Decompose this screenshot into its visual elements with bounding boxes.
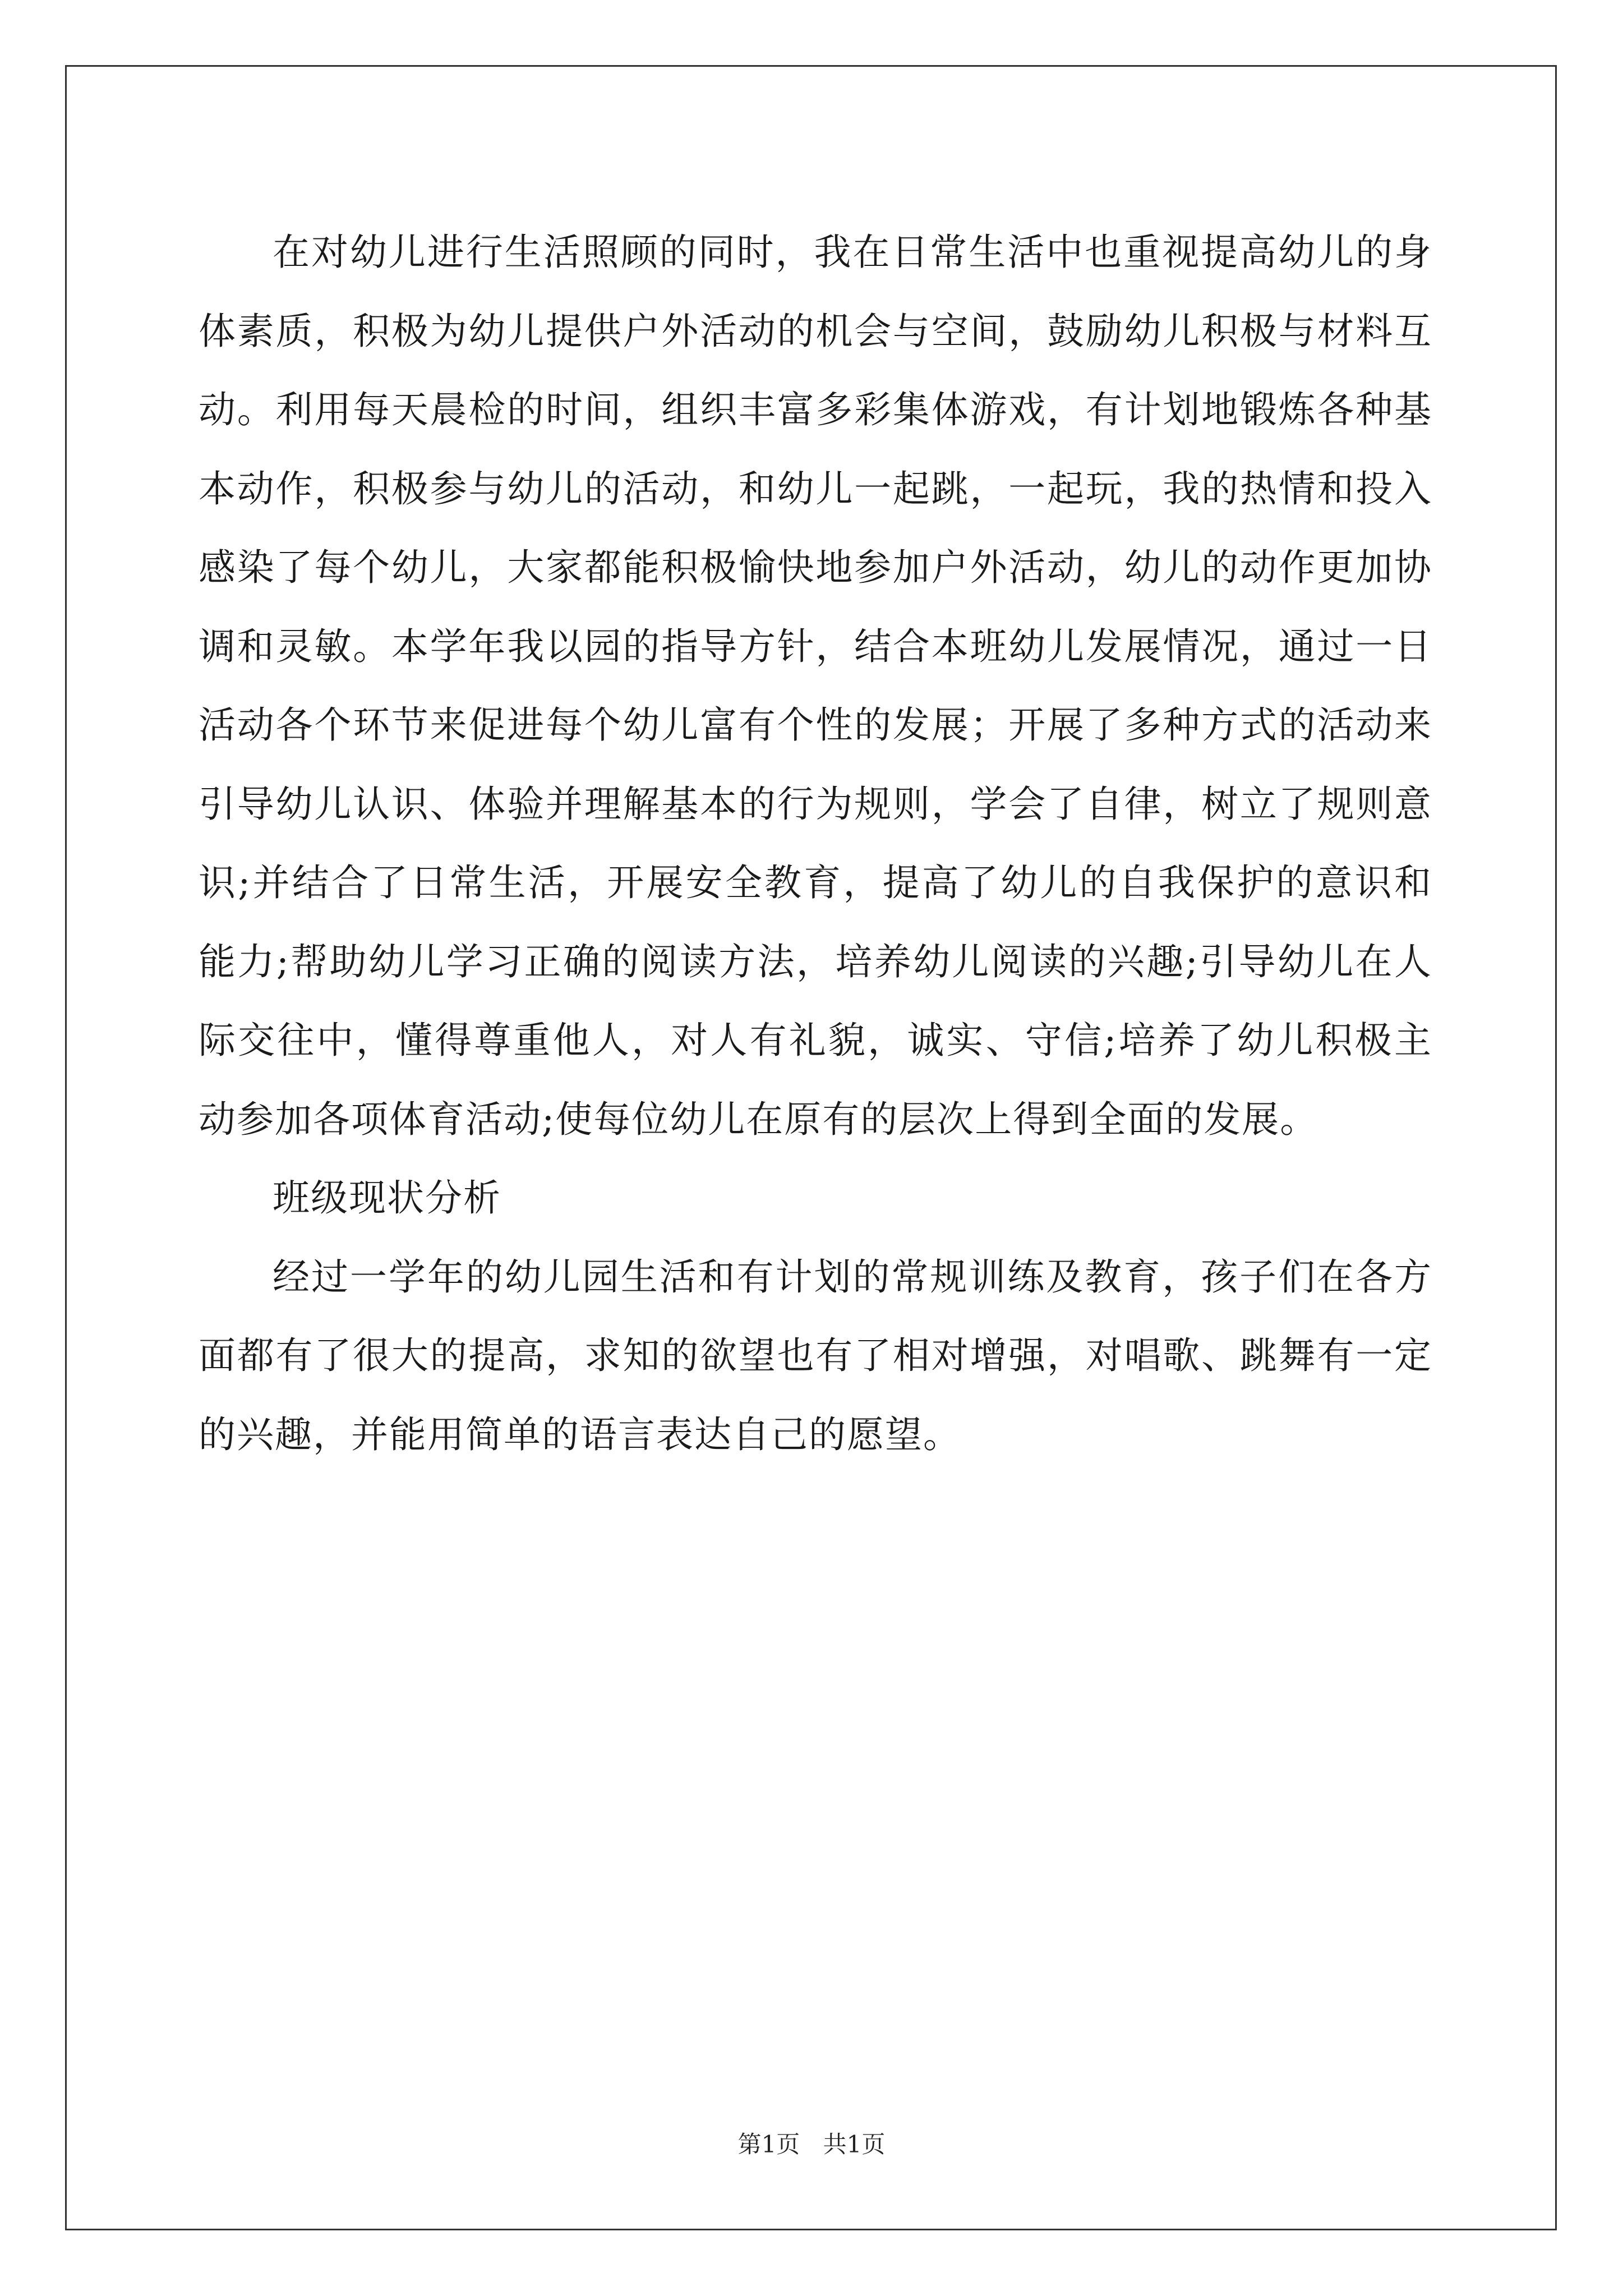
section-heading: 班级现状分析 <box>273 1176 501 1220</box>
paragraph-analysis: 经过一学年的幼儿园生活和有计划的常规训练及教育，孩子们在各方面都有了很大的提高，求知的欲望也有了相对增强，对唱歌、跳舞有一定的兴趣，并能用简单的语言表达自己的愿望。 <box>199 1255 1432 1456</box>
document-body <box>199 213 1432 1474</box>
page-footer <box>0 2126 1623 2160</box>
page-total: 共1页 <box>823 2131 886 2158</box>
paragraph-main: 在对幼儿进行生活照顾的同时，我在日常生活中也重视提高幼儿的身体素质，积极为幼儿提供户外活动的机会与空间，鼓励幼儿积极与材料互动。利用每天晨检的时间，组织丰富多彩集体游戏，有计划地锻炼各种基本动作，积极参与幼儿的活动，和幼儿一起跳，一起玩，我的热情和投入感染了每个幼儿，大家都能积极愉快地参加户外活动，幼儿的动作更加协调和灵敏。本学年我以园的指导方针，结合本班幼儿发展情况，通过一日活动各个环节来促进每个幼儿富有个性的发展；开展了多种方式的活动来引导幼儿认识、体验并理解基本的行为规则，学会了自律，树立了规则意识;并结合了日常生活，开展安全教育，提高了幼儿的自我保护的意识和能力;帮助幼儿学习正确的阅读方法，培养幼儿阅读的兴趣;引导幼儿在人际交往中，懂得尊重他人，对人有礼貌，诚实、守信;培养了幼儿积极主动参加各项体育活动;使每位幼儿在原有的层次上得到全面的发展。 <box>199 231 1432 1141</box>
page-number: 第1页 <box>737 2131 800 2158</box>
